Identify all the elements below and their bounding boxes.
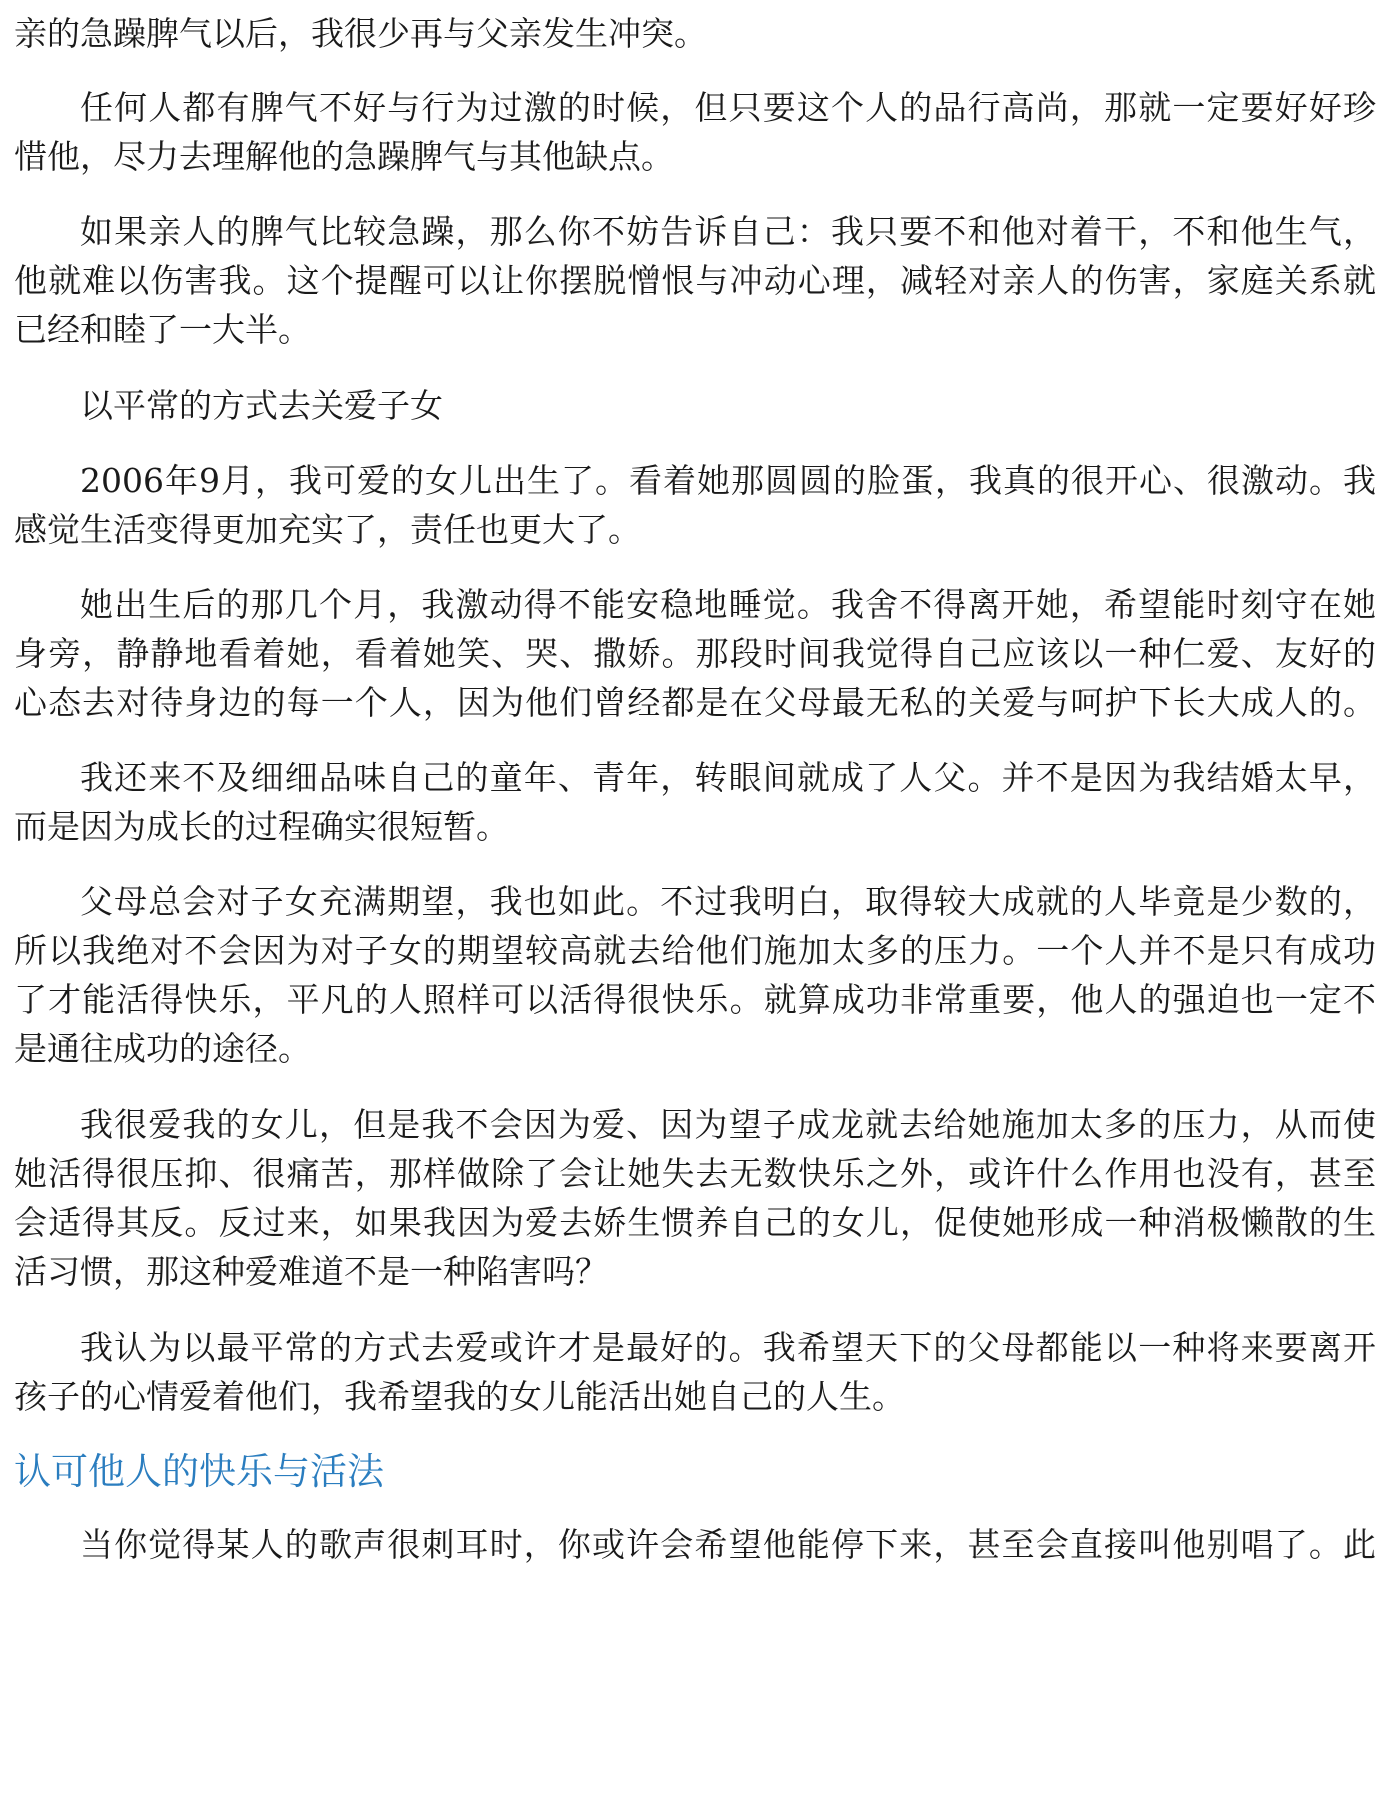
text-line: 了才能活得快乐，平凡的人照样可以活得很快乐。就算成功非常重要，他人的强迫也一定不 (14, 980, 1376, 1019)
text-line: 当你觉得某人的歌声很刺耳时，你或许会希望他能停下来，甚至会直接叫他别唱了。此 (80, 1525, 1376, 1564)
text-line: 我还来不及细细品味自己的童年、青年，转眼间就成了人父。并不是因为我结婚太早， (80, 758, 1376, 797)
text-line: 2006年9月，我可爱的女儿出生了。看着她那圆圆的脸蛋，我真的很开心、很激动。我 (80, 461, 1376, 500)
text-line: 惜他，尽力去理解他的急躁脾气与其他缺点。 (14, 137, 674, 176)
text-line: 所以我绝对不会因为对子女的期望较高就去给他们施加太多的压力。一个人并不是只有成功 (14, 931, 1376, 970)
text-line: 身旁，静静地看着她，看着她笑、哭、撒娇。那段时间我觉得自己应该以一种仁爱、友好的 (14, 634, 1376, 673)
section-subtitle: 以平常的方式去关爱子女 (80, 386, 443, 425)
section-heading: 认可他人的快乐与活法 (14, 1450, 384, 1493)
text-line: 已经和睦了一大半。 (14, 310, 311, 349)
document-page (14, 0, 1376, 1800)
text-line: 如果亲人的脾气比较急躁，那么你不妨告诉自己：我只要不和他对着干，不和他生气， (80, 212, 1376, 251)
text-line: 孩子的心情爱着他们，我希望我的女儿能活出她自己的人生。 (14, 1377, 905, 1416)
text-line: 活习惯，那这种爱难道不是一种陷害吗？ (14, 1252, 608, 1291)
text-line: 会适得其反。反过来，如果我因为爱去娇生惯养自己的女儿，促使她形成一种消极懒散的生 (14, 1203, 1376, 1242)
text-line: 她活得很压抑、很痛苦，那样做除了会让她失去无数快乐之外，或许什么作用也没有，甚至 (14, 1154, 1376, 1193)
text-line: 他就难以伤害我。这个提醒可以让你摆脱憎恨与冲动心理，减轻对亲人的伤害，家庭关系就 (14, 261, 1376, 300)
text-line: 心态去对待身边的每一个人，因为他们曾经都是在父母最无私的关爱与呵护下长大成人的。 (14, 683, 1376, 722)
text-line: 是通往成功的途径。 (14, 1029, 311, 1068)
text-line: 我认为以最平常的方式去爱或许才是最好的。我希望天下的父母都能以一种将来要离开 (80, 1328, 1376, 1367)
text-line: 而是因为成长的过程确实很短暂。 (14, 807, 509, 846)
text-line: 感觉生活变得更加充实了，责任也更大了。 (14, 510, 641, 549)
text-line: 我很爱我的女儿，但是我不会因为爱、因为望子成龙就去给她施加太多的压力，从而使 (80, 1105, 1376, 1144)
text-line: 父母总会对子女充满期望，我也如此。不过我明白，取得较大成就的人毕竟是少数的， (80, 882, 1376, 921)
text-line: 她出生后的那几个月，我激动得不能安稳地睡觉。我舍不得离开她，希望能时刻守在她 (80, 585, 1376, 624)
text-line: 任何人都有脾气不好与行为过激的时候，但只要这个人的品行高尚，那就一定要好好珍 (80, 88, 1376, 127)
text-line: 亲的急躁脾气以后，我很少再与父亲发生冲突。 (14, 14, 707, 53)
